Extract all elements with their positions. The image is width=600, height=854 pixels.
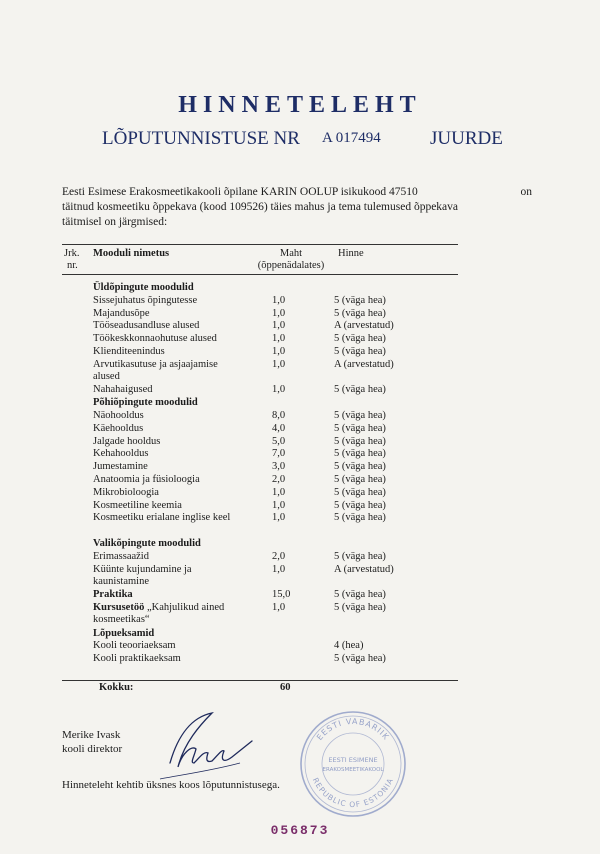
module-grade: 5 (väga hea) (334, 294, 386, 306)
module-grade: 5 (väga hea) (334, 589, 386, 601)
module-name: Kosmeetiline keemia (93, 499, 182, 511)
total-label: Kokku: (99, 682, 134, 693)
module-volume: 15,0 (272, 589, 291, 601)
svg-text:REPUBLIC OF ESTONIA (311, 776, 395, 809)
table-top-rule (62, 244, 458, 245)
module-grade: A (arvestatud) (334, 358, 394, 370)
module-volume: 4,0 (272, 422, 286, 434)
module-volume: 1,0 (272, 602, 286, 613)
module-volume: 2,0 (272, 474, 286, 485)
module-name (93, 602, 243, 626)
module-volume: 2,0 (272, 550, 286, 562)
module-name: Näohooldus (93, 410, 144, 421)
module-grade: 5 (väga hea) (334, 653, 386, 665)
module-volume: 5,0 (272, 435, 286, 447)
stamp-center-line2: ERAKOSMEETIKAKOOL (322, 767, 384, 773)
certificate-number: A 017494 (322, 130, 381, 146)
module-volume: 1,0 (272, 358, 286, 370)
module-volume: 1,0 (272, 486, 286, 498)
column-header-module: Mooduli nimetus (93, 248, 170, 259)
module-name: Tööseadusandluse alused (93, 320, 200, 332)
total-value: 60 (280, 682, 291, 693)
certificate-suffix: JUURDE (430, 128, 503, 149)
module-volume: 1,0 (272, 512, 286, 524)
module-name: Käehooldus (93, 422, 144, 434)
module-name: Praktika (93, 589, 133, 601)
module-grade: 5 (väga hea) (334, 512, 386, 524)
module-volume: 1,0 (272, 499, 286, 511)
document-title: HINNETELEHT (178, 92, 422, 118)
module-grade: 5 (väga hea) (334, 333, 386, 345)
official-stamp (298, 709, 408, 819)
module-name: Majandusõpe (93, 307, 150, 319)
module-grade: 5 (väga hea) (334, 550, 386, 562)
module-grade: 5 (väga hea) (334, 422, 386, 434)
module-name: Anatoomia ja füsioloogia (93, 474, 200, 485)
column-header-volume (252, 248, 330, 272)
module-grade: 5 (väga hea) (334, 499, 386, 511)
module-grade: 5 (väga hea) (334, 435, 386, 447)
module-grade: 5 (väga hea) (334, 410, 386, 421)
module-name: Kehahooldus (93, 448, 149, 460)
validity-note: Hinneteleht kehtib üksnes koos lõputunnistusega. (62, 779, 280, 791)
intro-paragraph (62, 185, 532, 230)
module-name: Üldõpingute moodulid (93, 282, 194, 293)
certificate-label: LÕPUTUNNISTUSE NR (102, 128, 300, 149)
column-header-number-line2: nr. (67, 260, 78, 271)
module-name: Küünte kujundamine ja kaunistamine (93, 563, 192, 587)
stamp-bottom-text: REPUBLIC OF ESTONIA (310, 776, 396, 810)
module-grade: 5 (väga hea) (334, 486, 386, 498)
module-name: Nahahaigused (93, 384, 153, 396)
module-grade: A (arvestatud) (334, 563, 394, 575)
intro-line-1: Eesti Esimese Erakosmeetikakooli õpilane KARIN OOLUP isikukood 47510 (62, 186, 418, 198)
module-grade: 5 (väga hea) (334, 461, 386, 473)
module-name: Klienditeenindus (93, 346, 165, 357)
module-grade: 5 (väga hea) (334, 346, 386, 357)
stamp-top-text: EESTI VABARIIK (314, 716, 392, 742)
column-header-volume-line2: (õppenädalates) (257, 260, 325, 271)
module-name: Jumestamine (93, 461, 148, 473)
stamp-center-line1: EESTI ESIMENE (328, 756, 378, 764)
intro-line-1-end: on (520, 186, 532, 198)
module-grade: 4 (hea) (334, 640, 364, 652)
module-grade: 5 (väga hea) (334, 602, 386, 613)
director-signature (140, 705, 270, 785)
module-name: Mikrobioloogia (93, 486, 159, 498)
module-name: Kosmeetiku erialane inglise keel (93, 512, 231, 524)
module-volume: 1,0 (272, 346, 286, 357)
module-name-rest: „Kahjulikud ained kosmeetikas“ (93, 602, 225, 625)
module-name: Kooli praktikaeksam (93, 653, 181, 665)
column-header-number (64, 248, 79, 272)
module-volume: 8,0 (272, 410, 286, 421)
intro-line-3: täitmisel on järgmised: (62, 216, 168, 228)
table-bottom-rule (62, 680, 458, 681)
module-volume: 7,0 (272, 448, 286, 460)
module-name: Lõpueksamid (93, 627, 155, 639)
module-name: Arvutikasutuse ja asjaajamise alused (93, 358, 218, 382)
module-grade: A (arvestatud) (334, 320, 394, 332)
director-name: Merike Ivask (62, 729, 121, 741)
module-volume: 1,0 (272, 563, 286, 575)
column-header-grade: Hinne (338, 248, 364, 259)
director-role: kooli direktor (62, 743, 123, 755)
column-header-number-line1: Jrk. (64, 248, 80, 259)
module-name-bold: Kursusetöö (93, 602, 145, 613)
serial-number: 056873 (270, 823, 330, 838)
module-volume: 1,0 (272, 320, 286, 332)
module-name: Jalgade hooldus (93, 435, 161, 447)
module-volume: 1,0 (272, 294, 286, 306)
signatory (62, 728, 122, 756)
module-name: Kooli teooriaeksam (93, 640, 176, 652)
module-grade: 5 (väga hea) (334, 307, 386, 319)
module-volume: 1,0 (272, 333, 286, 345)
module-name: Töökeskkonnaohutuse alused (93, 333, 217, 345)
module-name: Põhiõpingute moodulid (93, 397, 198, 409)
module-grade: 5 (väga hea) (334, 384, 386, 396)
module-name: Sissejuhatus õpingutesse (93, 294, 198, 306)
column-header-volume-line1: Maht (279, 248, 303, 259)
module-name: Erimassaažid (93, 550, 149, 562)
intro-line-2: täitnud kosmeetiku õppekava (kood 109526) täies mahus ja tema tulemused õppekava (62, 201, 459, 213)
svg-text:EESTI VABARIIK (315, 717, 391, 742)
table-header-rule (62, 274, 458, 275)
module-volume: 1,0 (272, 384, 286, 396)
module-grade: 5 (väga hea) (334, 474, 386, 485)
module-volume: 1,0 (272, 307, 286, 319)
module-grade: 5 (väga hea) (334, 448, 386, 460)
module-name: Valikõpingute moodulid (93, 538, 201, 549)
module-volume: 3,0 (272, 461, 286, 473)
